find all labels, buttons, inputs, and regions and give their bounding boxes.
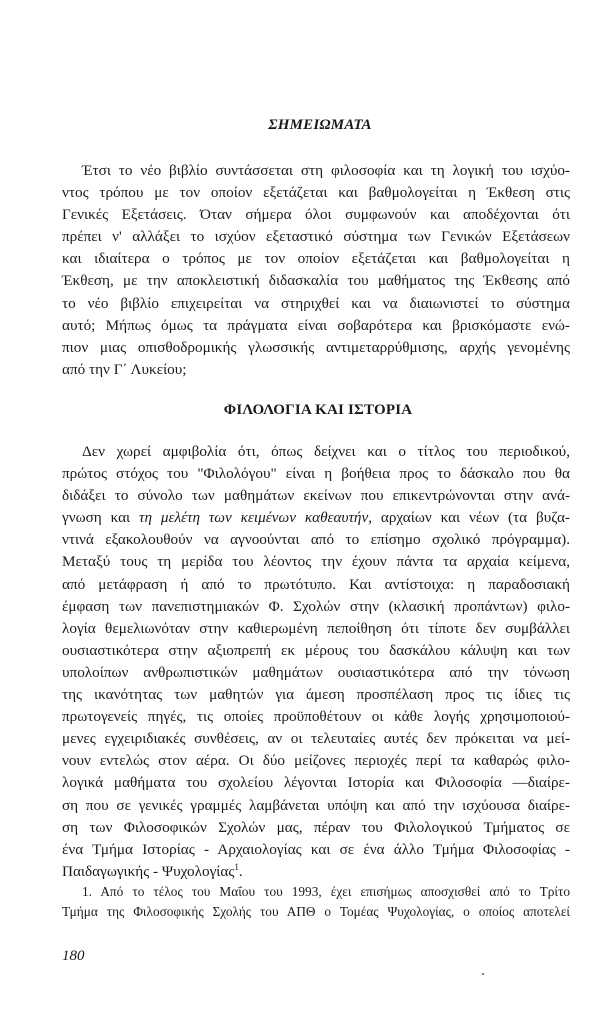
text-line: μενες εγχειριδιακές συνθέσεις, αν οι τελευταίες αυτές δεν πρόκειται να μεί- xyxy=(62,730,570,748)
text-line: πρέπει ν' αλλάξει το ισχύον εξεταστικό σύστημα των Γενικών Εξετάσεων xyxy=(62,228,570,246)
philology-history-paragraph xyxy=(62,441,570,883)
text-run: , αρχαίων και νέων (τα βυζα- xyxy=(368,509,570,527)
text-line: έμφαση των πανεπιστημιακών Φ. Σχολών στην (κλασική προπάντων) φιλο- xyxy=(62,597,570,615)
text-line xyxy=(62,861,570,883)
emphasized-text: τη μελέτη των κειμένων καθεαυτήν xyxy=(139,509,369,527)
footnote-line: 1. Από το τέλος του Μαΐου του 1993, έχει επισήμως αποσχισθεί από το Τρίτο xyxy=(82,884,570,899)
text-line: ένα Τμήμα Ιστορίας - Αρχαιολογίας και σε ένα άλλο Τμήμα Φιλοσοφίας - xyxy=(62,840,570,858)
text-line: το νέο βιβλίο επιχειρείται να στηριχθεί και να διαιωνιστεί το σύστημα xyxy=(62,294,570,312)
text-run: . xyxy=(238,862,243,880)
text-line: Δεν χωρεί αμφιβολία ότι, όπως δείχνει και ο τίτλος του περιοδικού, xyxy=(82,443,570,460)
text-line: πρώτος στόχος του "Φιλολόγου" είναι η βοήθεια προς το δάσκαλο που θα xyxy=(62,465,570,483)
footnote-line: Τμήμα της Φιλοσοφικής Σχολής του ΑΠΘ ο Τομέας Ψυχολογίας, ο οποίος αποτελεί xyxy=(62,904,570,919)
text-line: Έκθεση, με την αποκλειστική διδασκαλία του μαθήματος της Έκθεσης από xyxy=(62,272,570,290)
text-line: Γενικές Εξετάσεις. Όταν σήμερα όλοι συμφωνούν και αποδέχονται ότι xyxy=(62,206,570,224)
text-line: ση που σε γενικές γραμμές λαμβάνεται υπόψη και από την ισχύουσα διαίρε- xyxy=(62,796,570,814)
text-line: από μετάφραση ή από το πρωτότυπο. Και αντίστοιχα: η παραδοσιακή xyxy=(62,575,570,593)
text-run: γνωση και xyxy=(62,509,140,527)
text-line: της ικανότητας των μαθητών για άμεση προσπέλαση προς τις ίδιες τις xyxy=(62,686,570,704)
scan-speck xyxy=(482,973,484,975)
text-line: λογία θεμελιωνόταν στην καθιερωμένη πεποίθηση ότι τίποτε δεν συμβάλλει xyxy=(62,619,570,637)
footnote xyxy=(62,882,570,922)
section-heading-notes: ΣΗΜΕΙΩΜΑΤΑ xyxy=(268,117,372,133)
text-line: υπολοίπων ανθρωπιστικών μαθημάτων ουσιαστικότερα από την τόνωση xyxy=(62,663,570,681)
text-line: λογικά μαθήματα του σχολείου λέγονται Ιστορία και Φιλοσοφία —διαίρε- xyxy=(62,774,570,792)
text-line: νουν εντελώς στον αέρα. Οι δύο μείζονες περιοχές περί τα καθαρώς φιλο- xyxy=(62,752,570,770)
text-line: πρωτογενείς πηγές, τις οποίες προϋποθέτουν οι κάθε λογής χρησιμοποιού- xyxy=(62,708,570,726)
text-line: ση των Φιλοσοφικών Σχολών μας, πέραν του Φιλολογικού Τμήματος σε xyxy=(62,818,570,836)
footnote-reference[interactable]: 1 xyxy=(234,861,239,872)
text-line: ντος τρόπου με τον οποίον εξετάζεται και βαθμολογείται η Έκθεση στις xyxy=(62,184,570,202)
section-heading-philology-history: ΦΙΛΟΛΟΓΙΑ ΚΑΙ ΙΣΤΟΡΙΑ xyxy=(223,402,413,418)
text-line: Μεταξύ τους τη μερίδα του λέοντος την έχουν πάντα τα αρχαία κείμενα, xyxy=(62,553,570,571)
text-line: και ιδιαίτερα ο τρόπος με τον οποίον εξετάζεται και βαθμολογείται η xyxy=(62,250,570,268)
text-line: από την Γ΄ Λυκείου; xyxy=(62,360,187,378)
text-line: πιον μιας οπισθοδρομικής γλωσσικής αντιμεταρρύθμισης, αρχής γενομένης xyxy=(62,338,570,356)
page-number: 180 xyxy=(62,948,85,964)
text-line: Έτσι το νέο βιβλίο συντάσσεται στη φιλοσοφία και τη λογική του ισχύο- xyxy=(82,162,570,179)
notes-paragraph xyxy=(62,160,570,381)
text-line: διδάξει το σύνολο των μαθημάτων εκείνων που επικεντρώνονται στην ανά- xyxy=(62,487,570,505)
text-run: Παιδαγωγικής - Ψυχολογίας xyxy=(62,862,235,880)
text-line: αυτό; Μήπως όμως τα πράγματα είναι σοβαρότερα και βρισκόμαστε ενώ- xyxy=(62,316,570,334)
text-line: ντινά εξακολουθούν να αγνοούνται από το επίσημο σχολικό πρόγραμμα). xyxy=(62,531,570,549)
text-line: ουσιαστικότερα στην αξιοπρεπή εκ μέρους του δασκάλου κάλυψη και των xyxy=(62,641,570,659)
text-line xyxy=(62,507,570,529)
